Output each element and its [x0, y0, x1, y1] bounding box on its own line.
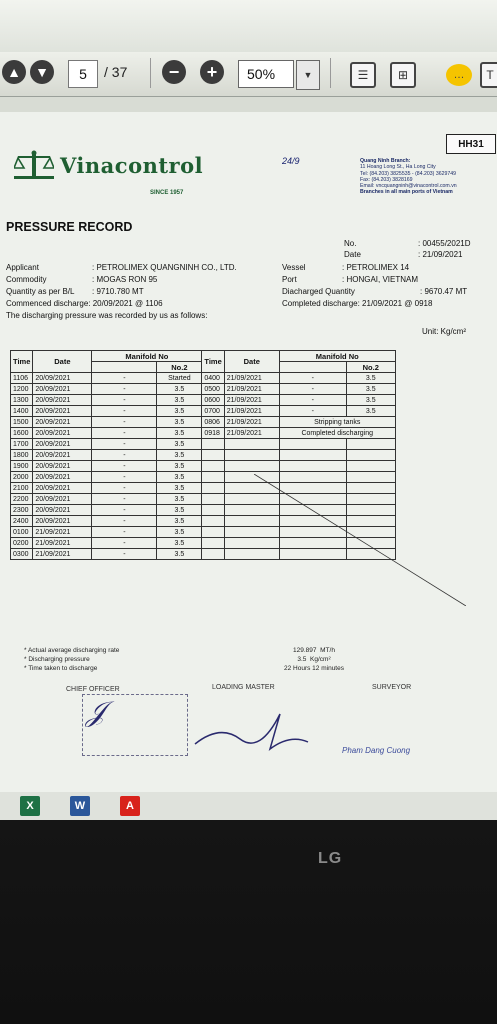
document-title: PRESSURE RECORD	[6, 220, 133, 234]
table-cell: 20/09/2021	[33, 384, 92, 395]
chief-officer-label: CHIEF OFFICER	[66, 686, 120, 693]
table-cell: 1400	[11, 406, 33, 417]
table-cell: 0400	[202, 373, 224, 384]
table-cell: 0806	[202, 417, 224, 428]
table-cell: -	[92, 450, 157, 461]
zoom-dropdown-button[interactable]	[296, 60, 320, 90]
table-cell	[346, 461, 395, 472]
table-cell: 20/09/2021	[33, 461, 92, 472]
table-cell: 21/09/2021	[224, 417, 279, 428]
table-cell: -	[92, 395, 157, 406]
table-cell: 21/09/2021	[224, 406, 279, 417]
loading-master-label: LOADING MASTER	[212, 684, 275, 691]
monitor-brand-logo: LG	[318, 850, 343, 867]
table-row	[11, 373, 396, 384]
table-cell	[279, 461, 346, 472]
table-cell: 20/09/2021	[33, 472, 92, 483]
table-cell: 3.5	[157, 461, 202, 472]
col-time: Time	[202, 351, 224, 373]
signature-scribble	[190, 694, 310, 754]
table-cell	[202, 483, 224, 494]
table-cell: 2100	[11, 483, 33, 494]
table-cell	[202, 494, 224, 505]
scales-icon	[14, 150, 54, 180]
table-cell: -	[279, 395, 346, 406]
table-cell: 1700	[11, 439, 33, 450]
table-cell: 3.5	[157, 406, 202, 417]
quantity-label: Quantity as per B/L	[6, 287, 75, 296]
col-date: Date	[33, 351, 92, 373]
quantity-value: : 9710.780 MT	[92, 287, 144, 296]
toolbar-divider	[150, 58, 151, 88]
branch-address: Quang Ninh Branch: 11 Hoang Long St., Ha Long City Tel: (84.203) 3825535 - (84.203) 3629749 Fax: (84.203) 3828169 Email: vncquangninh@vinacontrol.com.vn Branches in all main ports of Vietnam	[360, 158, 457, 196]
table-cell: -	[92, 406, 157, 417]
table-cell: 20/09/2021	[33, 428, 92, 439]
table-cell: 0600	[202, 395, 224, 406]
page-number-input[interactable]: 5	[68, 60, 98, 88]
table-cell	[279, 450, 346, 461]
text-tool-button[interactable]	[480, 62, 497, 88]
pdf-reader-taskbar-icon[interactable]: A	[120, 796, 140, 816]
vessel-value: : PETROLIMEX 14	[342, 263, 410, 272]
table-cell: 1200	[11, 384, 33, 395]
table-row	[11, 461, 396, 472]
table-cell: 3.5	[346, 384, 395, 395]
table-cell	[202, 505, 224, 516]
commodity-value: : MOGAS RON 95	[92, 275, 158, 284]
table-cell: 21/09/2021	[224, 373, 279, 384]
table-cell: 0918	[202, 428, 224, 439]
table-cell: -	[92, 439, 157, 450]
plus-icon: +	[206, 61, 218, 82]
table-cell	[346, 439, 395, 450]
table-cell: 3.5	[157, 516, 202, 527]
table-row	[11, 395, 396, 406]
table-cell: 3.5	[157, 505, 202, 516]
port-value: : HONGAI, VIETNAM	[342, 275, 419, 284]
fit-page-button[interactable]	[390, 62, 416, 88]
table-cell: 2000	[11, 472, 33, 483]
form-code: HH31	[446, 134, 496, 154]
next-page-button[interactable]	[30, 60, 54, 84]
table-cell: 21/09/2021	[33, 538, 92, 549]
col-manifold: Manifold No	[279, 351, 395, 362]
page-total: / 37	[104, 64, 128, 80]
table-cell: 21/09/2021	[33, 549, 92, 560]
table-cell	[279, 439, 346, 450]
table-cell	[202, 461, 224, 472]
surveyor-label: SURVEYOR	[372, 684, 412, 691]
discharged-quantity-value: : 9670.47 MT	[420, 287, 468, 296]
fit-page-icon: ⊞	[397, 68, 409, 82]
table-cell: 3.5	[346, 406, 395, 417]
table-cell: -	[279, 384, 346, 395]
table-cell: 20/09/2021	[33, 516, 92, 527]
zoom-out-button[interactable]	[162, 60, 186, 84]
col-no2: No.2	[346, 362, 395, 373]
chief-officer-signature: 𝒥	[86, 696, 106, 727]
table-cell: 20/09/2021	[33, 505, 92, 516]
arrow-down-icon: ▼	[35, 64, 49, 80]
table-cell: 3.5	[157, 439, 202, 450]
table-cell: 21/09/2021	[224, 428, 279, 439]
table-cell: 1500	[11, 417, 33, 428]
commodity-label: Commodity	[6, 275, 47, 284]
table-cell: -	[92, 516, 157, 527]
table-cell: -	[92, 384, 157, 395]
table-cell: 1106	[11, 373, 33, 384]
table-cell: Stripping tanks	[279, 417, 395, 428]
table-cell: 1600	[11, 428, 33, 439]
table-cell: -	[92, 538, 157, 549]
table-cell: -	[92, 417, 157, 428]
table-cell: -	[92, 483, 157, 494]
prev-page-button[interactable]	[2, 60, 26, 84]
table-cell: 3.5	[157, 384, 202, 395]
col-manifold: Manifold No	[92, 351, 202, 362]
surveyor-name: Pham Dang Cuong	[342, 746, 411, 755]
table-row	[11, 428, 396, 439]
table-cell: -	[92, 505, 157, 516]
company-logo	[14, 150, 203, 180]
table-cell	[224, 439, 279, 450]
vessel-label: Vessel	[282, 263, 306, 272]
table-cell: 3.5	[157, 483, 202, 494]
table-cell	[202, 472, 224, 483]
table-cell: Completed discharging	[279, 428, 395, 439]
no-label: No.	[344, 239, 357, 248]
date-value: : 21/09/2021	[418, 250, 463, 259]
table-cell: -	[279, 406, 346, 417]
table-cell: -	[279, 373, 346, 384]
footer-values: 129.897 MT/h 3.5 Kg/cm² 22 Hours 12 minutes	[284, 647, 344, 672]
table-row	[11, 417, 396, 428]
loading-master-signature	[190, 694, 310, 763]
table-cell: 2300	[11, 505, 33, 516]
statement: The discharging pressure was recorded by us as follows:	[6, 311, 208, 320]
table-cell	[224, 450, 279, 461]
table-cell: 1300	[11, 395, 33, 406]
table-cell: 3.5	[157, 527, 202, 538]
table-cell: Started	[157, 373, 202, 384]
table-cell: 20/09/2021	[33, 417, 92, 428]
comment-icon: …	[453, 69, 465, 81]
table-cell	[202, 549, 224, 560]
no-value: : 00455/2021D	[418, 239, 471, 248]
table-cell: 3.5	[346, 373, 395, 384]
table-cell: 3.5	[157, 450, 202, 461]
col-time: Time	[11, 351, 33, 373]
toolbar-divider	[330, 58, 331, 88]
table-cell: 3.5	[346, 395, 395, 406]
table-cell: 1900	[11, 461, 33, 472]
table-cell: 0200	[11, 538, 33, 549]
date-label: Date	[344, 250, 361, 259]
applicant-value: : PETROLIMEX QUANGNINH CO., LTD.	[92, 263, 237, 272]
table-cell: -	[92, 494, 157, 505]
table-cell: 20/09/2021	[33, 406, 92, 417]
discharged-quantity-label: Diacharged Quantity	[282, 287, 355, 296]
table-cell: -	[92, 527, 157, 538]
table-cell: 0300	[11, 549, 33, 560]
unit-label: Unit: Kg/cm²	[422, 327, 467, 336]
table-cell: 20/09/2021	[33, 439, 92, 450]
table-cell: 0700	[202, 406, 224, 417]
port-label: Port	[282, 275, 297, 284]
table-cell	[202, 439, 224, 450]
company-name: Vinacontrol	[60, 152, 204, 178]
table-cell: 20/09/2021	[33, 373, 92, 384]
table-cell	[224, 461, 279, 472]
table-row	[11, 450, 396, 461]
excel-taskbar-icon[interactable]: X	[20, 796, 40, 816]
table-cell: 21/09/2021	[224, 395, 279, 406]
completed-discharge: Completed discharge: 21/09/2021 @ 0918	[282, 299, 433, 308]
col-date: Date	[224, 351, 279, 373]
table-cell	[202, 538, 224, 549]
comment-button[interactable]	[446, 64, 472, 86]
table-cell: 20/09/2021	[33, 395, 92, 406]
void-strike-line	[254, 474, 466, 606]
table-cell: -	[92, 461, 157, 472]
table-cell: -	[92, 373, 157, 384]
table-cell: -	[92, 472, 157, 483]
table-cell: 3.5	[157, 549, 202, 560]
table-row	[11, 384, 396, 395]
table-cell: 3.5	[157, 395, 202, 406]
table-cell: 1800	[11, 450, 33, 461]
table-cell: 3.5	[157, 472, 202, 483]
arrow-up-icon: ▲	[7, 64, 21, 80]
applicant-label: Applicant	[6, 263, 39, 272]
table-cell	[202, 527, 224, 538]
table-cell: 2400	[11, 516, 33, 527]
table-cell	[346, 450, 395, 461]
text-tool-icon: T	[486, 68, 494, 82]
chevron-down-icon: ▼	[303, 70, 313, 80]
table-cell: 3.5	[157, 494, 202, 505]
minus-icon: −	[168, 61, 180, 82]
table-cell: 2200	[11, 494, 33, 505]
table-cell: -	[92, 549, 157, 560]
table-cell: 3.5	[157, 538, 202, 549]
table-cell: 3.5	[157, 417, 202, 428]
page-scroll-icon: ☰	[357, 68, 369, 82]
footer-labels: * Actual average discharging rate * Discharging pressure * Time taken to discharge	[24, 647, 120, 672]
table-cell: 0500	[202, 384, 224, 395]
table-cell: 0100	[11, 527, 33, 538]
document-page	[0, 112, 497, 792]
word-taskbar-icon[interactable]: W	[70, 796, 90, 816]
window-titlebar	[0, 0, 497, 52]
table-row	[11, 439, 396, 450]
col-no2: No.2	[157, 362, 202, 373]
table-cell: 20/09/2021	[33, 450, 92, 461]
since-label: SINCE 1957	[150, 190, 184, 196]
table-cell	[202, 450, 224, 461]
zoom-in-button[interactable]	[200, 60, 224, 84]
pressure-table	[10, 350, 396, 560]
table-cell: -	[92, 428, 157, 439]
table-cell	[202, 516, 224, 527]
initials-mark: 24/9	[282, 156, 300, 166]
table-cell: 20/09/2021	[33, 494, 92, 505]
scroll-mode-button[interactable]	[350, 62, 376, 88]
zoom-level-input[interactable]: 50%	[238, 60, 294, 88]
table-cell: 20/09/2021	[33, 483, 92, 494]
commenced-discharge: Commenced discharge: 20/09/2021 @ 1106	[6, 299, 163, 308]
table-row	[11, 406, 396, 417]
table-cell: 21/09/2021	[33, 527, 92, 538]
table-cell: 21/09/2021	[224, 384, 279, 395]
table-cell: 3.5	[157, 428, 202, 439]
